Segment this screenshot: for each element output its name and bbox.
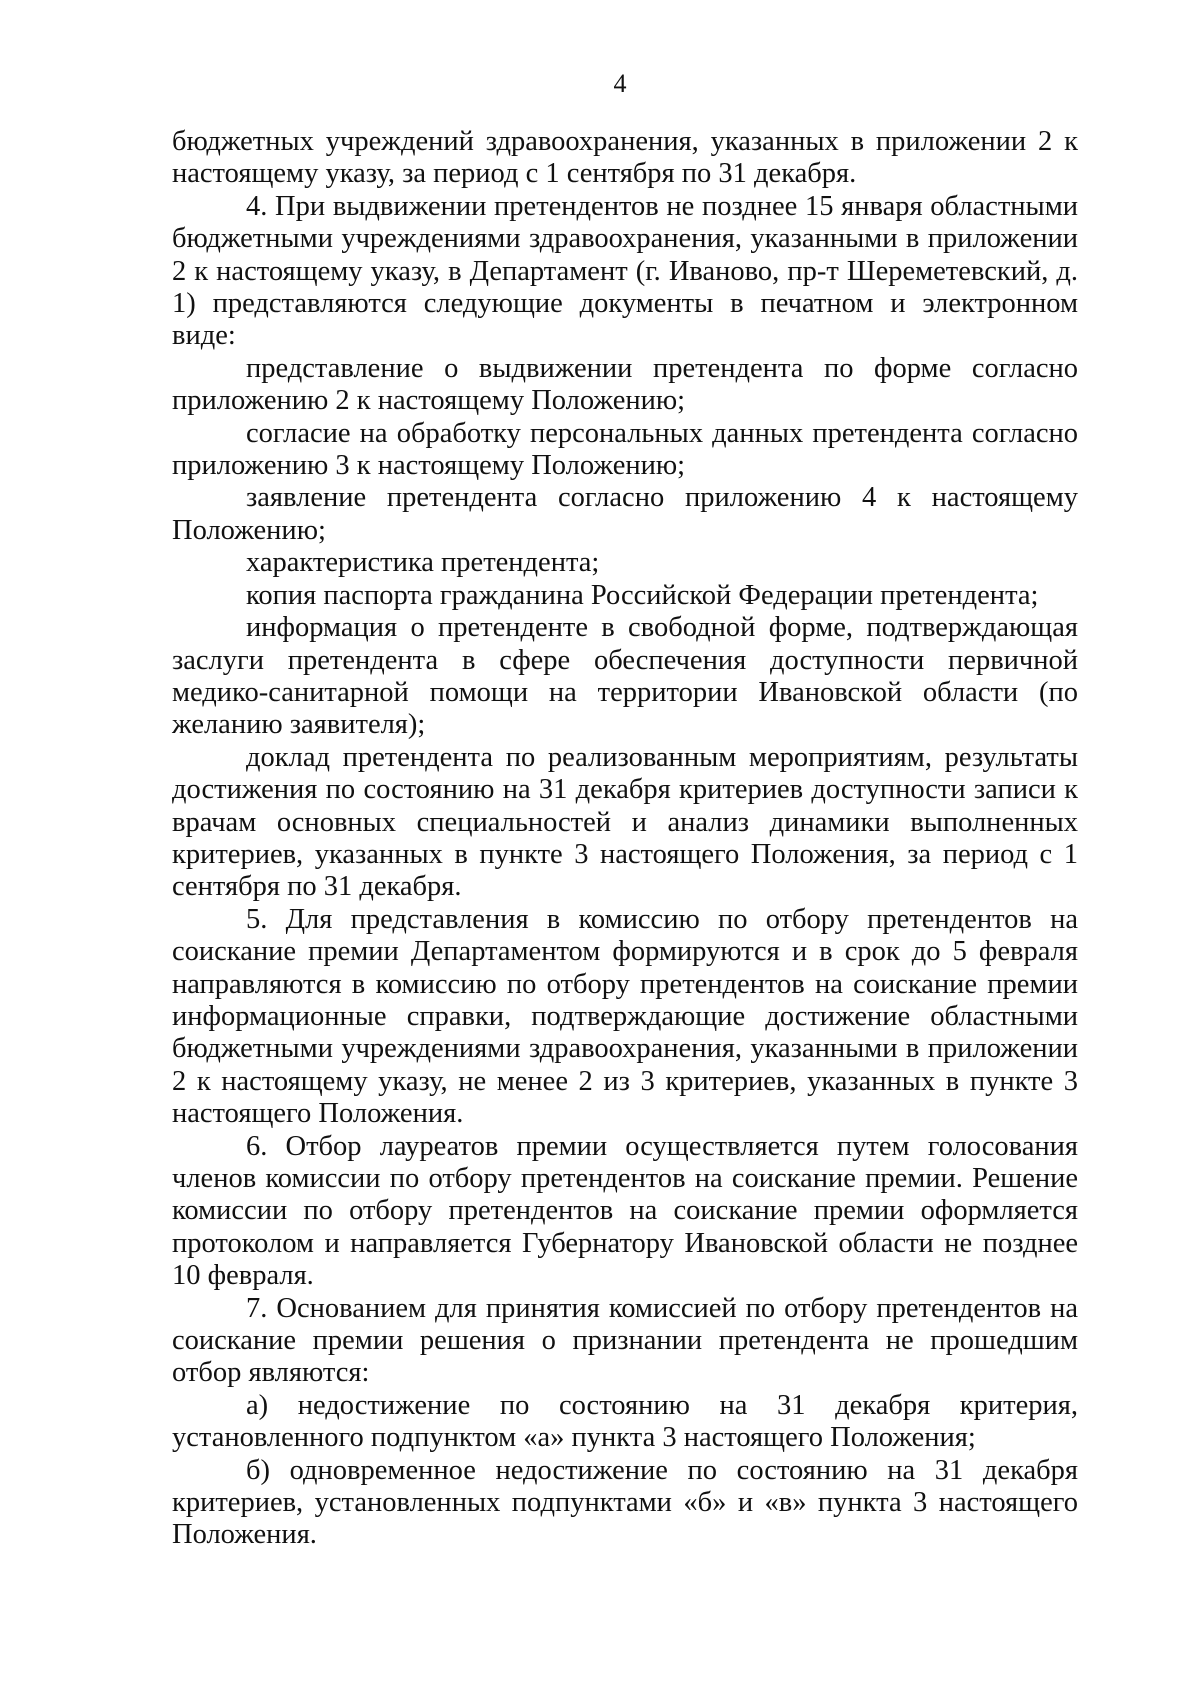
- paragraph-item-5: 5. Для представления в комиссию по отбору претендентов на соискание премии Департаментом формируются и в срок до 5 февраля направляются в комиссию по отбору претендентов на соискание премии информационные справки, подтверждающие достижение областными бюджетными учреждениями здравоохранения, указанными в приложении 2 к настоящему указу, не менее 2 из 3 критериев, указанных в пункте 3 настоящего Положения.: [172, 903, 1078, 1130]
- document-list-item: информация о претенденте в свободной форме, подтверждающая заслуги претендента в сфере обеспечения доступности первичной медико-санитарной помощи на территории Ивановской области (по желанию заявителя);: [172, 612, 1078, 741]
- document-list-item: доклад претендента по реализованным мероприятиям, результаты достижения по состоянию на 31 декабря критериев доступности записи к врачам основных специальностей и анализ динамики выполненных критериев, указанных в пункте 3 настоящего Положения, за период с 1 сентября по 31 декабря.: [172, 741, 1078, 903]
- subitem-b: б) одновременное недостижение по состоянию на 31 декабря критериев, установленных подпунктами «б» и «в» пункта 3 настоящего Положения.: [172, 1454, 1078, 1551]
- document-list-item: представление о выдвижении претендента по форме согласно приложению 2 к настоящему Положению;: [172, 352, 1078, 417]
- page-number: 4: [613, 69, 627, 98]
- document-list-item: заявление претендента согласно приложению 4 к настоящему Положению;: [172, 482, 1078, 546]
- document-body: [172, 126, 1078, 1552]
- paragraph-continuation: бюджетных учреждений здравоохранения, указанных в приложении 2 к настоящему указу, за период с 1 сентября по 31 декабря.: [172, 126, 1078, 190]
- paragraph-item-7: 7. Основанием для принятия комиссией по отбору претендентов на соискание премии решения о признании претендента не прошедшим отбор являются:: [172, 1292, 1078, 1389]
- document-list-item: характеристика претендента;: [246, 547, 600, 579]
- paragraph-item-4: 4. При выдвижении претендентов не позднее 15 января областными бюджетными учреждениями здравоохранения, указанными в приложении 2 к настоящему указу, в Департамент (г. Иваново, пр-т Шереметевский, д. 1) представляются следующие документы в печатном и электронном виде:: [172, 190, 1078, 352]
- paragraph-item-6: 6. Отбор лауреатов премии осуществляется путем голосования членов комиссии по отбору претендентов на соискание премии. Решение комиссии по отбору претендентов на соискание премии оформляется протоколом и направляется Губернатору Ивановской области не позднее 10 февраля.: [172, 1130, 1078, 1292]
- subitem-a: а) недостижение по состоянию на 31 декабря критерия, установленного подпунктом «а» пункта 3 настоящего Положения;: [172, 1389, 1078, 1454]
- document-list-item: согласие на обработку персональных данных претендента согласно приложению 3 к настоящему Положению;: [172, 417, 1078, 482]
- document-list-item: копия паспорта гражданина Российской Федерации претендента;: [246, 579, 1039, 611]
